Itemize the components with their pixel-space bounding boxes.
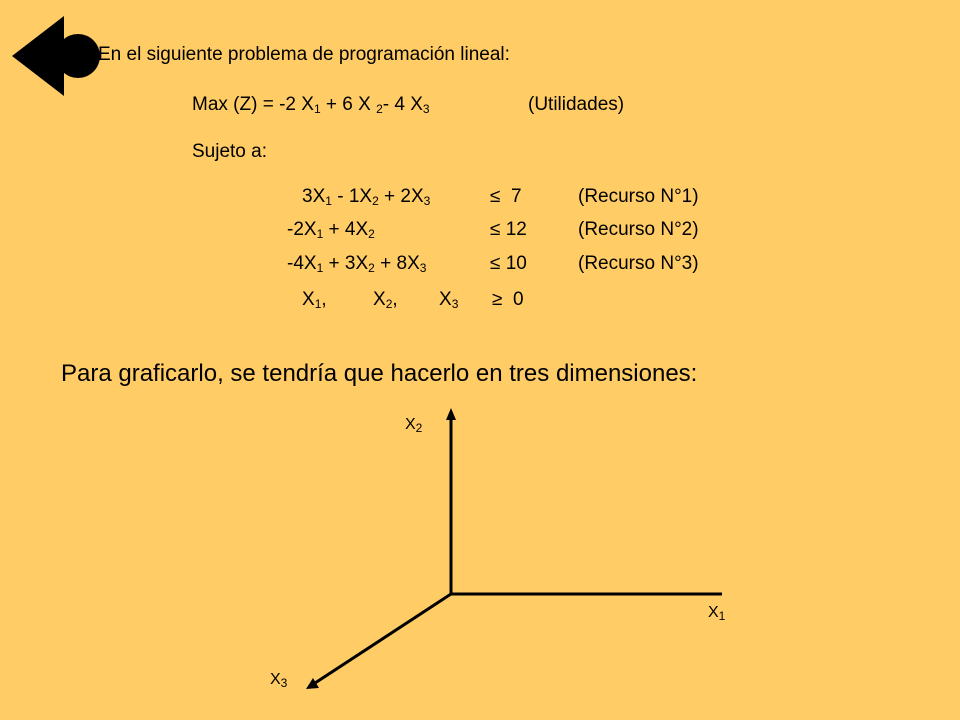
c3-term-3: + 8X (374, 253, 420, 274)
c1-term-2: - 1X (331, 186, 373, 207)
x3-label-var: X (270, 671, 281, 688)
subject-to-label: Sujeto a: (192, 141, 267, 162)
constraint-1-lhs (302, 186, 430, 208)
x1-label-var: X (708, 604, 719, 621)
x3-label-sub: 3 (280, 676, 288, 690)
x2-label-var: X (405, 416, 416, 433)
constraint-1-label: (Recurso N°1) (578, 186, 699, 207)
c1-term-3: + 2X (378, 186, 424, 207)
constraint-1-rel: ≤ 7 (490, 186, 522, 207)
c3-sub-2: 2 (368, 261, 375, 275)
c2-term-1: -2X (287, 219, 317, 240)
nonneg-comma-1: , (321, 289, 327, 310)
nonneg-comma-2: , (392, 289, 398, 310)
nonneg-x3 (439, 289, 458, 311)
constraint-2-lhs (287, 219, 375, 241)
c3-term-1: -4X (287, 253, 317, 274)
nonneg-x1 (302, 289, 327, 311)
x3-axis (312, 594, 451, 685)
objective-sub-1: 1 (313, 102, 321, 116)
objective-prefix: Max (Z) = -2 X (192, 94, 314, 115)
c3-sub-1: 1 (316, 261, 324, 275)
constraint-3-lhs (287, 253, 426, 275)
nonneg-var-2: X (373, 289, 386, 310)
c1-sub-3: 3 (423, 194, 431, 208)
c2-sub-1: 1 (316, 227, 324, 241)
c2-term-2: + 4X (323, 219, 369, 240)
c1-sub-2: 2 (372, 194, 379, 208)
nonneg-rel: ≥ 0 (492, 289, 524, 310)
x3-axis-label (270, 671, 287, 689)
constraint-2-rel: ≤ 12 (490, 219, 527, 240)
x2-axis-label (405, 416, 422, 434)
c3-sub-3: 3 (419, 261, 427, 275)
objective-term-2: + 6 X (320, 94, 377, 115)
x1-axis-label (708, 604, 725, 622)
objective-sub-2: 2 (376, 102, 383, 116)
objective-term-3: - 4 X (382, 94, 423, 115)
c2-sub-2: 2 (368, 227, 375, 241)
nonneg-var-1: X (302, 289, 315, 310)
nonneg-sub-3: 3 (451, 297, 459, 311)
objective-note: (Utilidades) (528, 94, 625, 115)
objective-function (192, 94, 430, 116)
back-arrow-icon (10, 14, 110, 98)
objective-sub-3: 3 (422, 102, 430, 116)
x2-label-sub: 2 (415, 421, 423, 435)
nonneg-x2 (373, 289, 398, 311)
c3-term-2: + 3X (323, 253, 369, 274)
nonneg-var-3: X (439, 289, 452, 310)
nonneg-sub-2: 2 (385, 297, 393, 311)
c1-sub-1: 1 (325, 194, 332, 208)
intro-text: En el siguiente problema de programación lineal: (98, 44, 510, 65)
x3-arrowhead (306, 678, 319, 689)
x1-label-sub: 1 (718, 609, 726, 623)
graph-statement: Para graficarlo, se tendría que hacerlo en tres dimensiones: (61, 360, 698, 387)
nonneg-sub-1: 1 (314, 297, 322, 311)
back-button[interactable] (10, 14, 110, 98)
constraint-2-label: (Recurso N°2) (578, 219, 699, 240)
x2-arrowhead (446, 408, 456, 420)
constraint-3-rel: ≤ 10 (490, 253, 527, 274)
constraint-3-label: (Recurso N°3) (578, 253, 699, 274)
c1-term-1: 3X (302, 186, 326, 207)
